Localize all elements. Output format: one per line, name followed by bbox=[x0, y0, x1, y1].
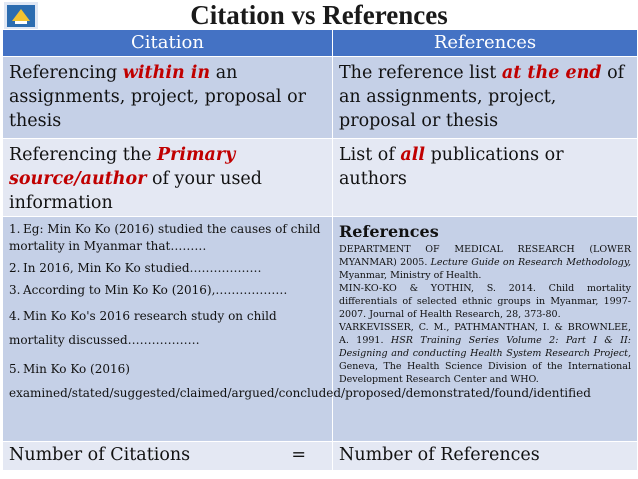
reference-examples bbox=[333, 217, 638, 442]
highlight-text: within in bbox=[122, 63, 211, 83]
citation-count: Number of Citations = bbox=[3, 442, 333, 471]
highlight-text: all bbox=[400, 145, 426, 165]
reference-entry: DEPARTMENT OF MEDICAL RESEARCH (LOWER MYANMAR) 2005. Lecture Guide on Research Methodology, Myanmar, Ministry of Health. bbox=[339, 244, 631, 281]
page-title: Citation vs References bbox=[190, 0, 448, 30]
citation-definition: Referencing within in an assignments, project, proposal or thesis bbox=[3, 57, 333, 139]
list-item: 2. In 2016, Min Ko Ko studied……………… bbox=[9, 261, 262, 275]
list-item: 3. According to Min Ko Ko (2016),……………… bbox=[9, 283, 288, 297]
highlight-text: Primary source/author bbox=[9, 145, 236, 189]
comparison-table bbox=[2, 29, 638, 471]
reference-entry: MIN-KO-KO & YOTHIN, S. 2014. Child mortality differentials of selected ethnic groups in Myanmar, 1997-2007. Journal of Health Research, 28, 373-80. bbox=[339, 283, 631, 320]
list-item: 5. Min Ko Ko (2016) examined/stated/suggested/claimed/argued/concluded/proposed/demonstrated/found/identified bbox=[9, 362, 591, 400]
table-row bbox=[3, 139, 638, 217]
citation-column-header: Citation bbox=[3, 30, 333, 57]
references-list: List of all publications or authors bbox=[333, 139, 638, 217]
references-column-header: References bbox=[333, 30, 638, 57]
references-heading: References bbox=[339, 222, 439, 241]
table-row bbox=[3, 57, 638, 139]
reference-entry: VARKEVISSER, C. M., PATHMANTHAN, I. & BROWNLEE, A. 1991. HSR Training Series Volume 2: Part I & II: Designing and conducting Health System Research Project, Geneva, The Health Science Division of the International Development Research Center and WHO. bbox=[339, 322, 631, 385]
references-definition: The reference list at the end of an assignments, project, proposal or thesis bbox=[333, 57, 638, 139]
reference-count: Number of References bbox=[333, 442, 638, 471]
table-row bbox=[3, 217, 638, 442]
list-item: 1. Eg: Min Ko Ko (2016) studied the causes of child mortality in Myanmar that……… bbox=[9, 222, 321, 253]
table-header-row bbox=[3, 30, 638, 57]
equals-sign: = bbox=[291, 445, 306, 465]
list-item: 4. Min Ko Ko's 2016 research study on child mortality discussed……………… bbox=[9, 309, 277, 347]
citation-source: Referencing the Primary source/author of your used information bbox=[3, 139, 333, 217]
highlight-text: at the end bbox=[501, 63, 602, 83]
table-row bbox=[3, 442, 638, 471]
